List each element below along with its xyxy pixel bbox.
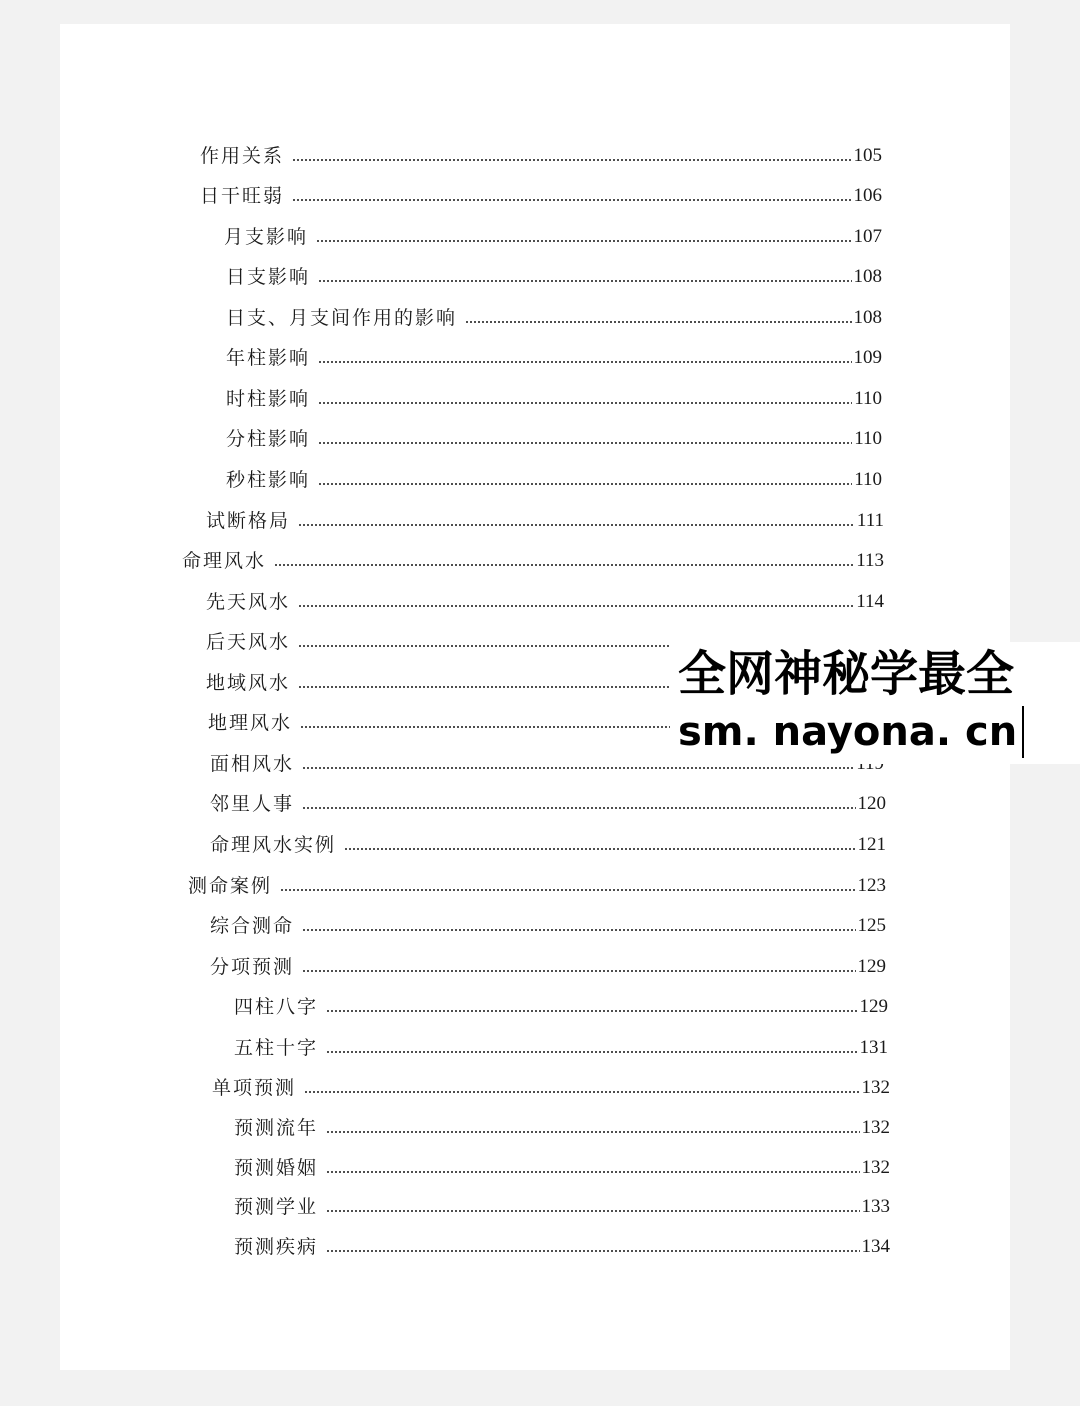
toc-leader-dots (300, 724, 670, 730)
toc-leader-dots (302, 927, 855, 933)
toc-entry (234, 1193, 890, 1221)
toc-leader-dots (304, 1089, 859, 1095)
toc-entry-title: 预测学业 (234, 1196, 319, 1218)
toc-leader-dots (318, 359, 851, 365)
toc-entry-title: 先天风水 (206, 591, 291, 613)
toc-leader-dots (298, 684, 670, 690)
toc-leader-dots (302, 765, 854, 771)
toc-entry-page-number: 113 (856, 550, 884, 571)
toc-entry-title: 邻里人事 (210, 793, 295, 815)
toc-entry (206, 628, 672, 656)
toc-entry-page-number: 109 (853, 347, 882, 368)
toc-entry (234, 993, 888, 1021)
toc-entry-title: 预测流年 (234, 1117, 319, 1139)
toc-entry (226, 304, 882, 332)
toc-entry (212, 1074, 890, 1102)
toc-entry-page-number: 121 (857, 834, 886, 855)
toc-entry (224, 223, 882, 251)
toc-entry-page-number: 114 (856, 591, 884, 612)
toc-entry-title: 地域风水 (206, 672, 291, 694)
toc-entry (234, 1233, 890, 1261)
toc-entry-page-number: 106 (853, 185, 882, 206)
toc-leader-dots (292, 197, 851, 203)
toc-entry (188, 872, 886, 900)
toc-entry-title: 分项预测 (210, 956, 295, 978)
toc-entry (206, 669, 672, 697)
toc-entry-page-number: 132 (861, 1077, 890, 1098)
toc-entry-page-number: 120 (857, 793, 886, 814)
toc-entry (206, 507, 884, 535)
toc-leader-dots (344, 846, 855, 852)
toc-entry (208, 709, 672, 737)
toc-entry (210, 953, 886, 981)
toc-entry (200, 142, 882, 170)
toc-entry-page-number: 129 (859, 996, 888, 1017)
toc-entry-page-number: 123 (857, 875, 886, 896)
toc-entry (234, 1114, 890, 1142)
toc-leader-dots (298, 522, 855, 528)
toc-entry-title: 单项预测 (212, 1077, 297, 1099)
toc-entry-title: 预测疾病 (234, 1236, 319, 1258)
toc-entry-page-number: 110 (854, 388, 882, 409)
toc-leader-dots (302, 805, 855, 811)
toc-entry-page-number: 134 (861, 1236, 890, 1257)
toc-entry-page-number: 133 (861, 1196, 890, 1217)
toc-entry (226, 385, 882, 413)
toc-leader-dots (318, 400, 852, 406)
toc-leader-dots (318, 278, 851, 284)
toc-entry (200, 182, 882, 210)
toc-leader-dots (298, 643, 670, 649)
toc-entry (210, 831, 886, 859)
toc-entry-title: 命理风水实例 (210, 834, 337, 856)
toc-entry-title: 面相风水 (210, 753, 295, 775)
toc-entry-title: 日干旺弱 (200, 185, 285, 207)
toc-leader-dots (316, 238, 851, 244)
toc-leader-dots (326, 1049, 857, 1055)
toc-leader-dots (292, 157, 851, 163)
toc-entry-title: 五柱十字 (234, 1037, 319, 1059)
toc-entry-page-number: 108 (853, 307, 882, 328)
toc-entry-page-number: 110 (854, 469, 882, 490)
text-cursor (1022, 706, 1024, 758)
toc-entry (234, 1154, 890, 1182)
toc-entry (226, 466, 882, 494)
toc-leader-dots (326, 1248, 859, 1254)
toc-leader-dots (318, 481, 852, 487)
toc-entry-title: 日支、月支间作用的影响 (226, 307, 458, 329)
toc-entry-title: 试断格局 (206, 510, 291, 532)
toc-entry-page-number: 107 (853, 226, 882, 247)
toc-leader-dots (280, 887, 855, 893)
toc-entry (234, 1034, 888, 1062)
toc-leader-dots (274, 562, 854, 568)
toc-entry-page-number: 132 (861, 1157, 890, 1178)
toc-leader-dots (298, 603, 854, 609)
toc-entry-title: 地理风水 (208, 712, 293, 734)
toc-entry (210, 790, 886, 818)
toc-entry-title: 月支影响 (224, 226, 309, 248)
toc-leader-dots (326, 1129, 859, 1135)
toc-entry-title: 预测婚姻 (234, 1157, 319, 1179)
watermark-url: sm. nayona. cn (678, 709, 1018, 755)
toc-entry-title: 时柱影响 (226, 388, 311, 410)
toc-entry-title: 综合测命 (210, 915, 295, 937)
toc-entry-title: 命理风水 (182, 550, 267, 572)
toc-entry-page-number: 131 (859, 1037, 888, 1058)
toc-entry-title: 四柱八字 (234, 996, 319, 1018)
toc-entry-page-number: 111 (856, 510, 884, 531)
toc-entry-title: 作用关系 (200, 145, 285, 167)
watermark-overlay (672, 642, 1080, 764)
toc-entry (206, 588, 884, 616)
toc-entry (226, 263, 882, 291)
toc-entry-title: 测命案例 (188, 875, 273, 897)
toc-entry-page-number: 125 (857, 915, 886, 936)
watermark-slogan: 全网神秘学最全 (678, 646, 1015, 702)
toc-entry-title: 分柱影响 (226, 428, 311, 450)
toc-entry-page-number: 108 (853, 266, 882, 287)
toc-entry (226, 425, 882, 453)
toc-leader-dots (326, 1169, 859, 1175)
toc-leader-dots (302, 968, 855, 974)
toc-entry (182, 547, 884, 575)
toc-leader-dots (326, 1008, 857, 1014)
toc-entry-title: 后天风水 (206, 631, 291, 653)
toc-leader-dots (318, 440, 852, 446)
toc-entry-page-number: 132 (861, 1117, 890, 1138)
toc-entry (210, 912, 886, 940)
toc-entry-title: 年柱影响 (226, 347, 311, 369)
toc-entry-page-number: 105 (853, 145, 882, 166)
toc-entry-page-number: 129 (857, 956, 886, 977)
toc-leader-dots (326, 1208, 859, 1214)
toc-entry-title: 日支影响 (226, 266, 311, 288)
toc-entry-page-number: 110 (854, 428, 882, 449)
toc-entry (226, 344, 882, 372)
toc-entry-title: 秒柱影响 (226, 469, 311, 491)
toc-leader-dots (465, 319, 851, 325)
